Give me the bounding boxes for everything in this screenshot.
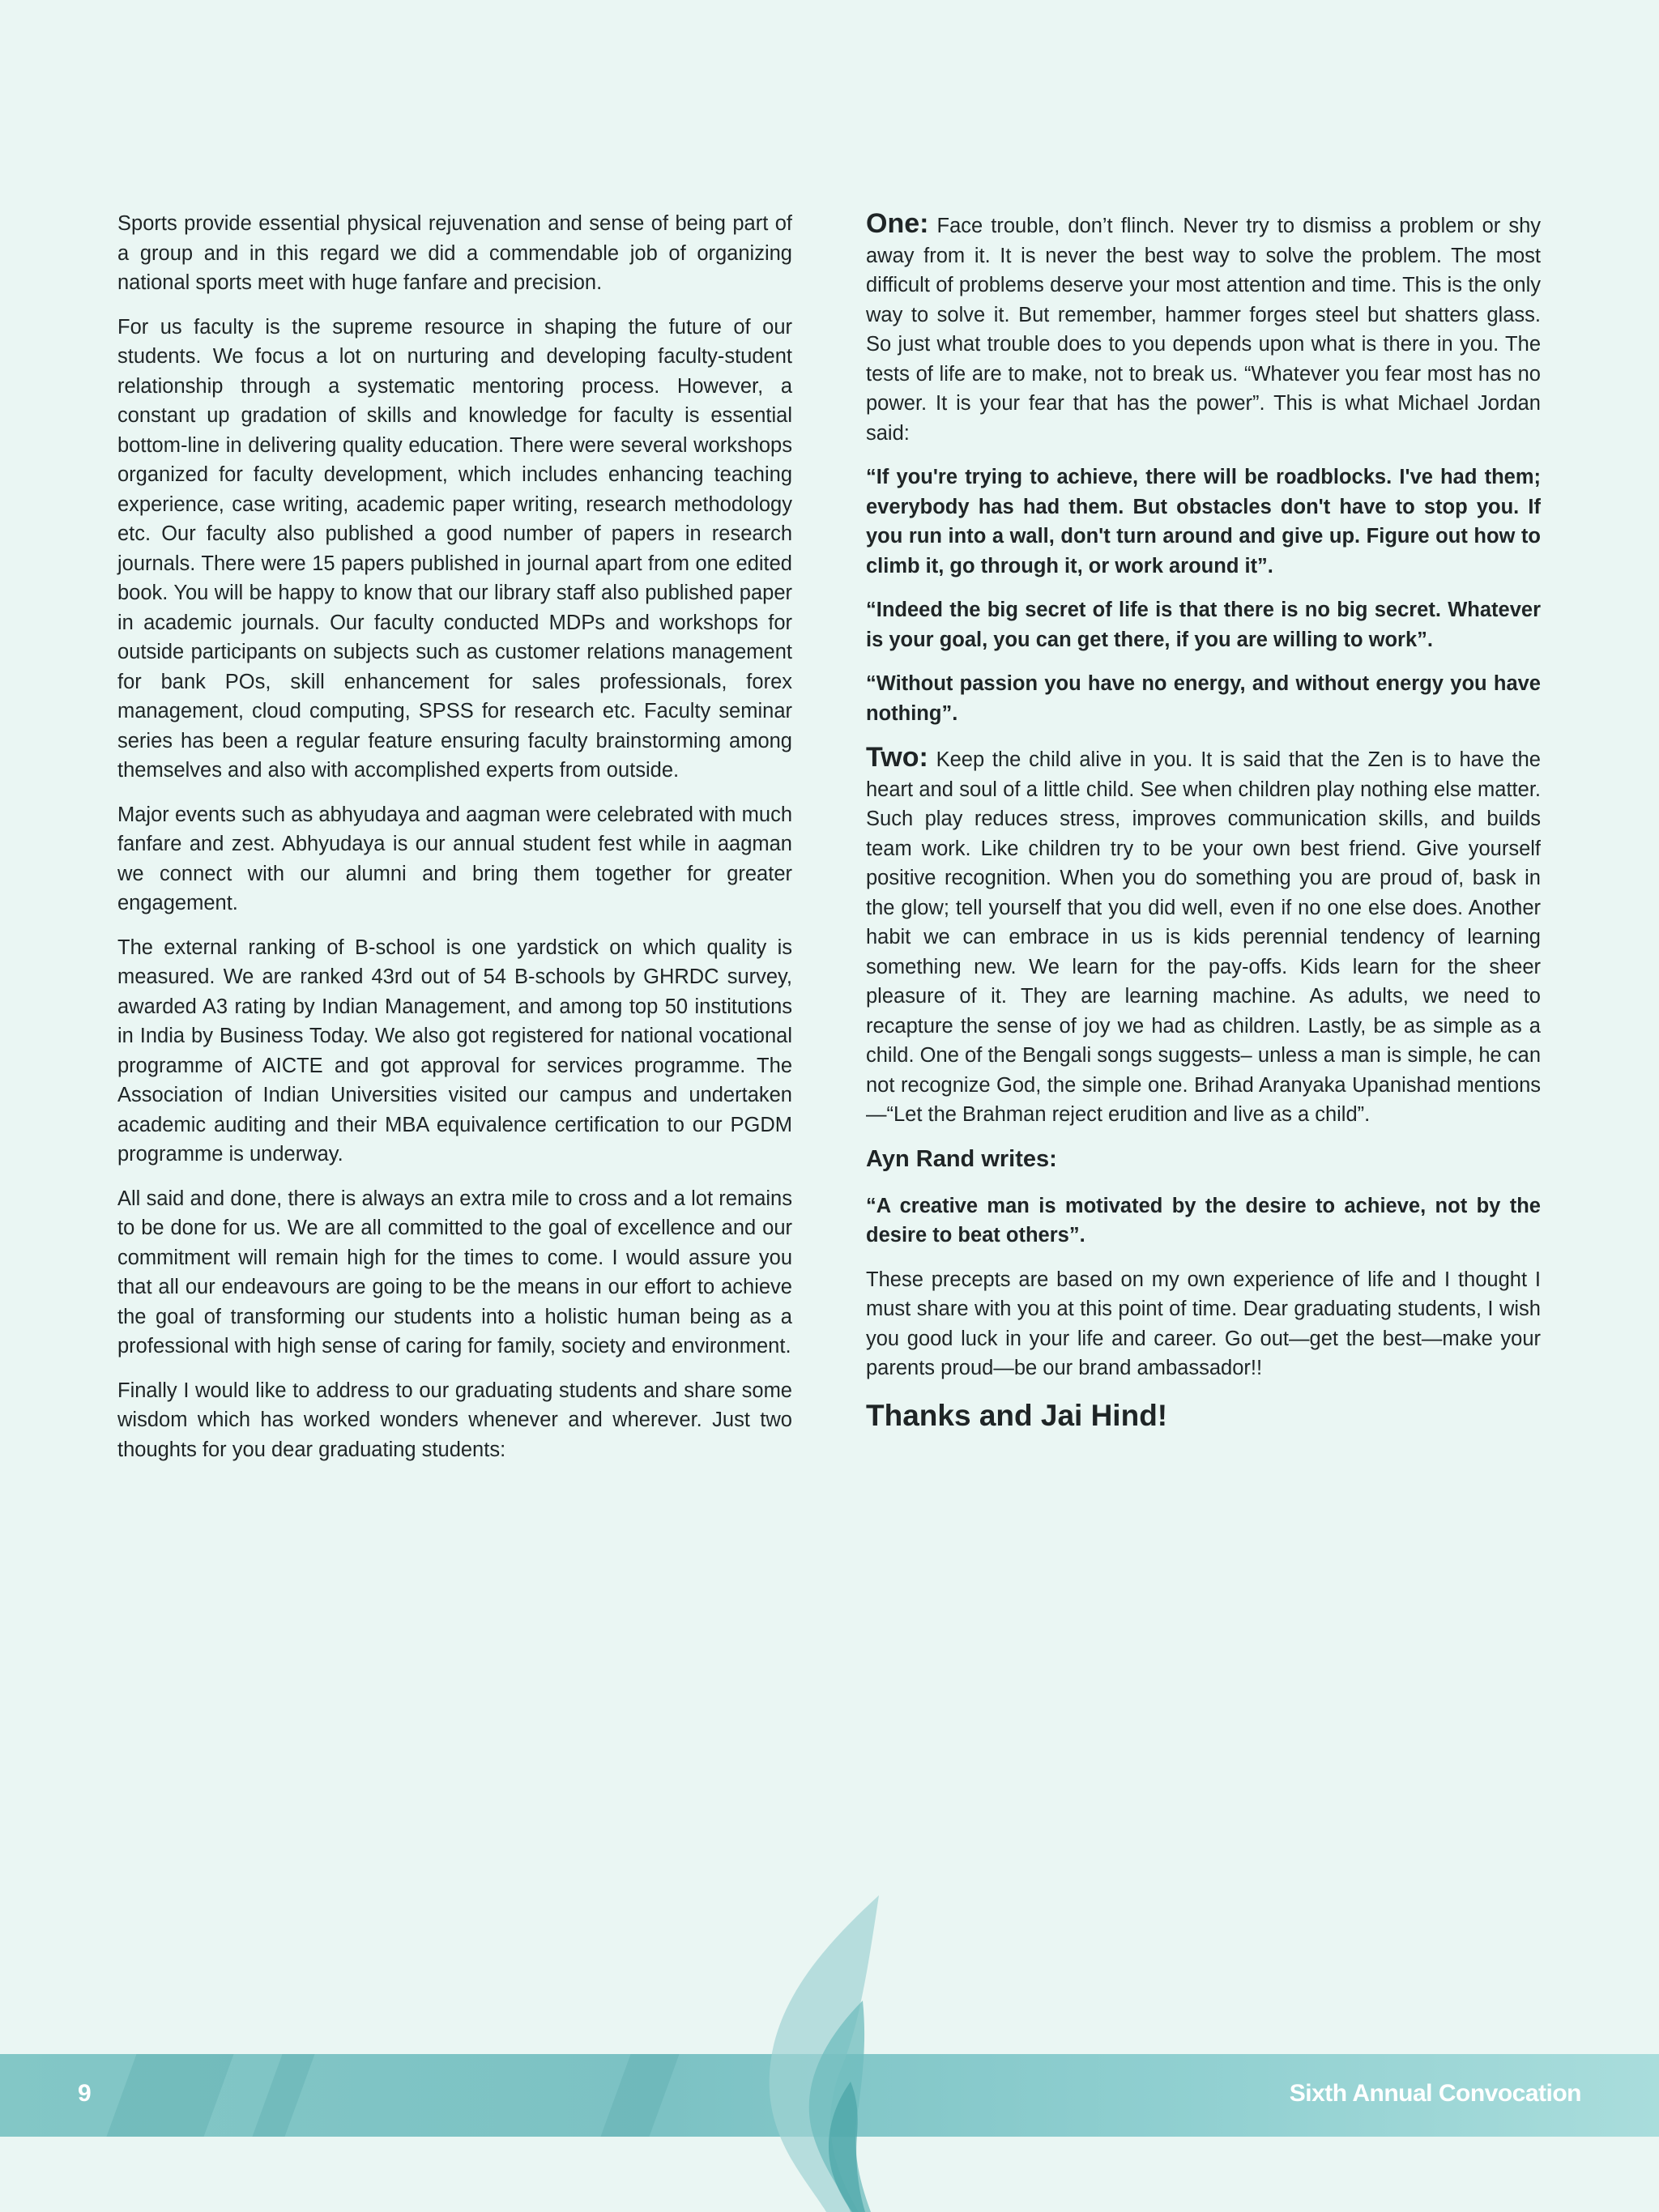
paragraph-events: Major events such as abhyudaya and aagman were celebrated with much fanfare and zest. Abhyudaya is our annual student fest while in aagman we connect with our alumni and bring them together for greater engagement. xyxy=(117,803,792,914)
paragraph-address: Finally I would like to address to our graduating students and share some wisdom which has worked wonders whenever and wherever. Just two thoughts for you dear graduating students: xyxy=(117,1379,792,1461)
quote-ayn-rand: “A creative man is motivated by the desire to achieve, not by the desire to beat others”. xyxy=(866,1194,1541,1247)
paragraph-closing: These precepts are based on my own experience of life and I thought I must share with you at this point of time. Dear graduating students, I wish you good luck in your life and career. Go out—get the best—make your parents proud—be our brand ambassador!! xyxy=(866,1268,1541,1379)
paragraph-sports: Sports provide essential physical rejuvenation and sense of being part of a group and in this regard we did a commendable job of organizing national sports meet with huge fanfare and precision. xyxy=(117,212,792,294)
sign-off: Thanks and Jai Hind! xyxy=(866,1398,1168,1432)
thought-two xyxy=(866,743,1541,1130)
ayn-rand-heading: Ayn Rand writes: xyxy=(866,1145,1057,1172)
thought-one-label: One: xyxy=(866,208,929,239)
paragraph-faculty: For us faculty is the supreme resource in shaping the future of our students. We focus a lot on nurturing and developing faculty-student relationship through a systematic mentoring process. However, a constant up gradation of skills and knowledge for faculty is essential bottom-line in delivering quality education. There were several workshops organized for faculty development, which includes enhancing teaching experience, case writing, academic paper writing, research methodology etc. Our faculty also published a good number of papers in research journals. There were 15 papers published in journal apart from one edited book. You will be happy to know that our library staff also published paper in academic journals. Our faculty conducted MDPs and workshops for outside participants on subjects such as customer relations management for bank POs, skill enhancement for sales professionals, forex management, cloud computing, SPSS for research etc. Faculty seminar series has been a regular feature ensuring faculty brainstorming among themselves and also with accomplished experts from outside. xyxy=(117,315,792,782)
thought-two-text: Keep the child alive in you. It is said that the Zen is to have the heart and soul of a little child. See when children play nothing else matter. Such play reduces stress, improves communication skills, and builds team work. Like children try to be your own best friend. Give yourself positive recognition. When you do something you are proud of, bask in the glow; tell yourself that you did well, even if no one else does. Another habit we can embrace in us is kids perennial tendency of learning something new. We learn for the pay-offs. Kids learn for the sheer pleasure of it. They are learning machine. As adults, we need to recapture the sense of joy we had as children. Lastly, be as simple as a child. One of the Bengali songs suggests– unless a man is simple, he can not recognize God, the simple one. Brihad Aranyaka Upanishad mentions—“Let the Brahman reject erudition and live as a child”. xyxy=(866,748,1541,1126)
thought-one xyxy=(866,209,1541,448)
right-column xyxy=(866,209,1541,1434)
quote-jordan-1: “If you're trying to achieve, there will be roadblocks. I've had them; everybody has had them. But obstacles don't have to stop you. If you run into a wall, don't turn around and give up. Figure out how to climb it, go through it, or work around it”. xyxy=(866,466,1541,578)
page-number: 9 xyxy=(78,2080,92,2107)
paragraph-ranking: The external ranking of B-school is one yardstick on which quality is measured. We are ranked 43rd out of 54 B-schools by GHRDC survey, awarded A3 rating by Indian Management, and among top 50 institutions in India by Business Today. We also got registered for national vocational programme of AICTE and got approval for services programme. The Association of Indian Universities visited our campus and undertaken academic auditing and their MBA equivalence certification to our PGDM programme is underway. xyxy=(117,936,792,1166)
paragraph-commitment: All said and done, there is always an extra mile to cross and a lot remains to be done for us. We are all committed to the goal of excellence and our commitment will remain high for the times to come. I would assure you that all our endeavours are going to be the means in our effort to achieve the goal of transforming our students into a holistic human being as a professional with high sense of caring for family, society and environment. xyxy=(117,1187,792,1357)
left-column xyxy=(117,209,792,1479)
thought-two-label: Two: xyxy=(866,742,928,773)
quote-jordan-2: “Indeed the big secret of life is that there is no big secret. Whatever is your goal, you can get there, if you are willing to work”. xyxy=(866,599,1541,651)
flame-logo-icon xyxy=(729,1879,940,2212)
quote-jordan-3: “Without passion you have no energy, and without energy you have nothing”. xyxy=(866,672,1541,725)
footer-title: Sixth Annual Convocation xyxy=(1289,2080,1581,2107)
thought-one-text: Face trouble, don’t flinch. Never try to dismiss a problem or shy away from it. It is never the best way to solve the problem. The most difficult of problems deserve your most attention and time. This is the only way to solve it. But remember, hammer forges steel but shatters glass. So just what trouble does to you depends upon what is there in you. The tests of life are to make, not to break us. “Whatever you fear most has no power. It is your fear that has the power”. This is what Michael Jordan said: xyxy=(866,215,1541,445)
